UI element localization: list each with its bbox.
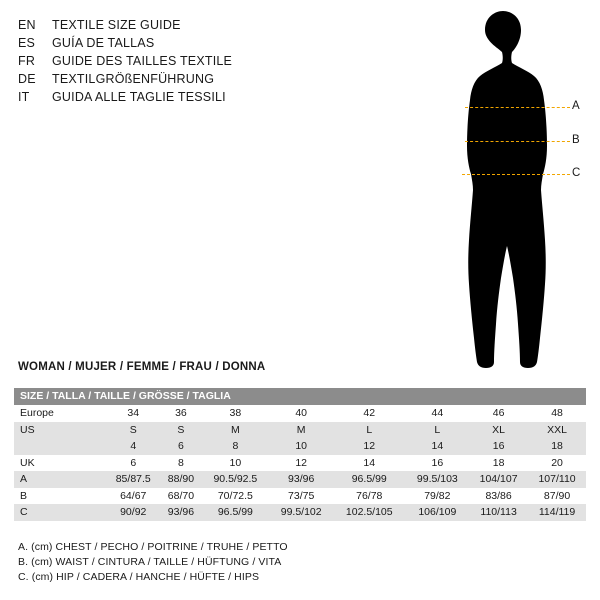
cell: XXL <box>528 422 586 439</box>
cell: 48 <box>528 405 586 422</box>
language-title: GUIDA ALLE TAGLIE TESSILI <box>52 90 226 104</box>
cell: 14 <box>333 455 406 472</box>
language-row <box>18 88 338 106</box>
cell: 107/110 <box>528 471 586 488</box>
row-label: C <box>14 504 106 521</box>
measure-label-a: A <box>572 100 580 112</box>
cell: 114/119 <box>528 504 586 521</box>
cell: 38 <box>201 405 269 422</box>
row-label: Europe <box>14 405 106 422</box>
table-header-label: SIZE / TALLA / TAILLE / GRÖSSE / TAGLIA <box>14 388 586 405</box>
cell: 18 <box>469 455 528 472</box>
cell: 10 <box>201 455 269 472</box>
cell: 79/82 <box>406 488 470 505</box>
table-row <box>14 504 586 521</box>
measure-line-a <box>465 107 570 108</box>
cell: 90/92 <box>106 504 160 521</box>
measure-label-b: B <box>572 134 580 146</box>
footnote-a: A. (cm) CHEST / PECHO / POITRINE / TRUHE / PETTO <box>18 541 288 553</box>
cell: 42 <box>333 405 406 422</box>
cell: 96.5/99 <box>333 471 406 488</box>
measure-label-c: C <box>572 167 581 179</box>
table-row <box>14 455 586 472</box>
cell: 110/113 <box>469 504 528 521</box>
footnote-b: B. (cm) WAIST / CINTURA / TAILLE / HÜFTUNG / VITA <box>18 556 282 568</box>
language-header-block <box>18 16 338 106</box>
language-code: EN <box>18 18 36 32</box>
language-code: ES <box>18 36 36 50</box>
cell: 8 <box>201 438 269 455</box>
cell: 16 <box>469 438 528 455</box>
cell: L <box>406 422 470 439</box>
table-row <box>14 471 586 488</box>
section-title: WOMAN / MUJER / FEMME / FRAU / DONNA <box>18 361 266 373</box>
cell: 8 <box>160 455 201 472</box>
cell: 6 <box>106 455 160 472</box>
cell: M <box>201 422 269 439</box>
cell: 88/90 <box>160 471 201 488</box>
cell: 99.5/102 <box>269 504 333 521</box>
table-row <box>14 422 586 439</box>
female-silhouette-icon <box>400 8 600 378</box>
cell: 93/96 <box>160 504 201 521</box>
cell: 68/70 <box>160 488 201 505</box>
cell: 40 <box>269 405 333 422</box>
cell: 93/96 <box>269 471 333 488</box>
table-header-row <box>14 388 586 405</box>
cell: 73/75 <box>269 488 333 505</box>
cell: L <box>333 422 406 439</box>
cell: 90.5/92.5 <box>201 471 269 488</box>
cell: S <box>160 422 201 439</box>
cell: 46 <box>469 405 528 422</box>
measure-line-b <box>465 141 570 142</box>
language-title: TEXTILE SIZE GUIDE <box>52 18 181 32</box>
cell: M <box>269 422 333 439</box>
language-code: IT <box>18 90 30 104</box>
cell: 20 <box>528 455 586 472</box>
language-title: TEXTILGRÖßENFÜHRUNG <box>52 72 215 86</box>
language-title: GUIDE DES TAILLES TEXTILE <box>52 54 233 68</box>
row-label: A <box>14 471 106 488</box>
cell: 70/72.5 <box>201 488 269 505</box>
cell: 64/67 <box>106 488 160 505</box>
language-code: DE <box>18 72 36 86</box>
footnote-c: C. (cm) HIP / CADERA / HANCHE / HÜFTE / HIPS <box>18 571 260 583</box>
cell: 87/90 <box>528 488 586 505</box>
language-code: FR <box>18 54 36 68</box>
cell: 76/78 <box>333 488 406 505</box>
language-row <box>18 52 338 70</box>
cell: 16 <box>406 455 470 472</box>
cell: 106/109 <box>406 504 470 521</box>
cell: 104/107 <box>469 471 528 488</box>
row-label: B <box>14 488 106 505</box>
cell: 14 <box>406 438 470 455</box>
language-row <box>18 34 338 52</box>
cell: 85/87.5 <box>106 471 160 488</box>
row-label: US <box>14 422 106 439</box>
cell: 10 <box>269 438 333 455</box>
cell: XL <box>469 422 528 439</box>
cell: 6 <box>160 438 201 455</box>
language-row <box>18 70 338 88</box>
table-row <box>14 438 586 455</box>
cell: 36 <box>160 405 201 422</box>
cell: 99.5/103 <box>406 471 470 488</box>
table-row <box>14 488 586 505</box>
cell: 83/86 <box>469 488 528 505</box>
cell: 34 <box>106 405 160 422</box>
cell: S <box>106 422 160 439</box>
cell: 12 <box>269 455 333 472</box>
size-table <box>14 388 586 521</box>
footnotes-block <box>18 540 578 585</box>
cell: 18 <box>528 438 586 455</box>
cell: 12 <box>333 438 406 455</box>
measure-line-c <box>462 174 570 175</box>
figure-diagram <box>400 8 600 378</box>
language-row <box>18 16 338 34</box>
table-row <box>14 405 586 422</box>
cell: 102.5/105 <box>333 504 406 521</box>
row-label: UK <box>14 455 106 472</box>
cell: 4 <box>106 438 160 455</box>
cell: 96.5/99 <box>201 504 269 521</box>
cell: 44 <box>406 405 470 422</box>
language-title: GUÍA DE TALLAS <box>52 36 155 50</box>
row-label <box>14 438 106 455</box>
